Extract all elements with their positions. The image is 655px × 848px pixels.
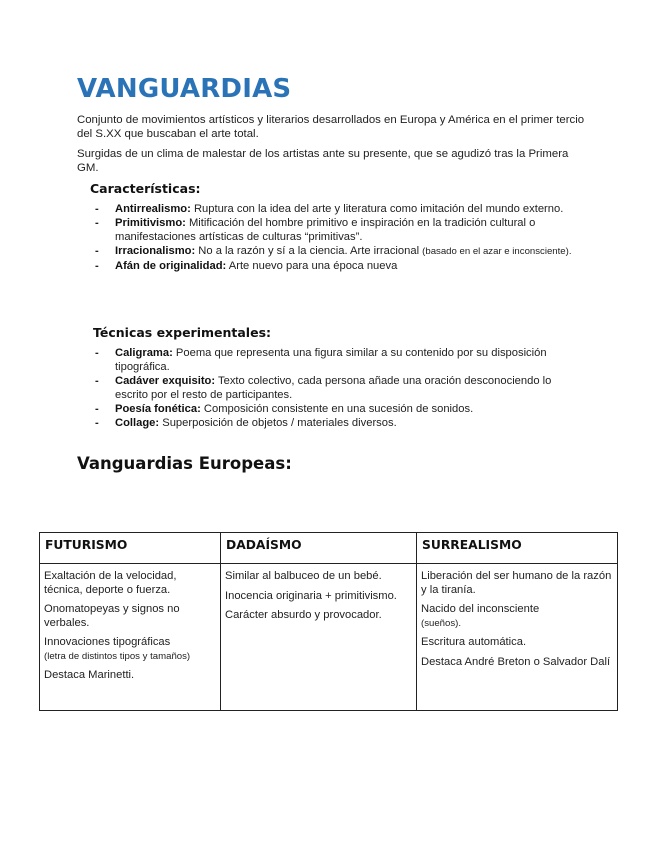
- item-text: Texto colectivo, cada persona añade una oración desconociendo lo escrito por el resto de participantes.: [115, 375, 552, 401]
- item-term: Cadáver exquisito:: [115, 375, 216, 387]
- item-text: No a la razón y sí a la ciencia. Arte irracional: [195, 245, 423, 257]
- table-row: [40, 564, 618, 711]
- dash-bullet: -: [95, 217, 99, 229]
- item-term: Poesía fonética:: [115, 403, 201, 415]
- cell-surrealismo: [417, 564, 618, 711]
- item-text: Superposición de objetos / materiales diversos.: [159, 417, 397, 429]
- item-term: Antirrealismo:: [115, 203, 191, 215]
- cell-dadaismo: [221, 564, 417, 711]
- item-term: Irracionalismo:: [115, 245, 196, 257]
- europeas-heading: Vanguardias Europeas:: [77, 454, 292, 473]
- list-item: [95, 416, 575, 430]
- caracteristicas-list: [95, 202, 575, 273]
- cell-text-group: [421, 603, 613, 630]
- page-title: VANGUARDIAS: [77, 74, 292, 104]
- cell-text: Innovaciones tipográficas: [44, 636, 171, 648]
- caracteristicas-heading: Características:: [90, 181, 201, 196]
- item-term: Afán de originalidad:: [115, 260, 227, 272]
- header-surrealismo: SURREALISMO: [417, 533, 618, 564]
- list-item: [95, 216, 575, 244]
- tecnicas-heading: Técnicas experimentales:: [93, 325, 272, 340]
- dash-bullet: -: [95, 417, 99, 429]
- cell-futurismo: [40, 564, 221, 711]
- list-item: [95, 402, 575, 416]
- item-text: Arte nuevo para una época nueva: [226, 260, 398, 272]
- dash-bullet: -: [95, 403, 99, 415]
- cell-text: Nacido del inconsciente: [421, 603, 540, 615]
- intro-paragraph-2: Surgidas de un clima de malestar de los artistas ante su presente, que se agudizó tras la Primera GM.: [77, 148, 569, 174]
- table-header-row: [40, 533, 618, 564]
- item-text: Mitificación del hombre primitivo e inspiración en la tradición cultural o manifestaciones artísticas de culturas “primitivas”.: [115, 217, 536, 243]
- item-term: Collage:: [115, 417, 160, 429]
- dash-bullet: -: [95, 245, 99, 257]
- intro-paragraph-1: Conjunto de movimientos artísticos y literarios desarrollados en Europa y América en el primer tercio del S.XX que buscaban el arte total.: [77, 114, 585, 140]
- dash-bullet: -: [95, 375, 99, 387]
- cell-text: Exaltación de la velocidad, técnica, deporte o fuerza.: [44, 570, 177, 596]
- item-text: Ruptura con la idea del arte y literatura como imitación del mundo externo.: [190, 203, 564, 215]
- cell-text: Onomatopeyas y signos no verbales.: [44, 603, 180, 629]
- item-term: Primitivismo:: [115, 217, 186, 229]
- item-note: (basado en el azar e inconsciente).: [422, 246, 572, 257]
- vanguardias-table: [39, 532, 618, 711]
- cell-text: Similar al balbuceo de un bebé.: [225, 570, 382, 582]
- list-item: [95, 346, 575, 374]
- cell-text: Inocencia originaria + primitivismo.: [225, 589, 397, 602]
- tecnicas-list: [95, 346, 575, 430]
- dash-bullet: -: [95, 203, 99, 215]
- item-term: Caligrama:: [115, 347, 173, 359]
- cell-note: (letra de distintos tipos y tamaños): [44, 650, 191, 662]
- header-dadaismo: DADAÍSMO: [221, 533, 417, 564]
- list-item: [95, 244, 575, 259]
- cell-text: Liberación del ser humano de la razón y la tiranía.: [421, 570, 612, 596]
- cell-text-group: [44, 636, 216, 663]
- cell-text: Escritura automática.: [421, 636, 527, 648]
- list-item: [95, 374, 575, 402]
- cell-note: (sueños).: [421, 617, 461, 629]
- item-text: Composición consistente en una sucesión de sonidos.: [200, 403, 474, 415]
- cell-text: Destaca André Breton o Salvador Dalí: [421, 655, 611, 668]
- list-item: [95, 202, 575, 216]
- item-text: Poema que representa una figura similar a su contenido por su disposición tipográfica.: [115, 347, 547, 373]
- header-futurismo: FUTURISMO: [40, 533, 221, 564]
- dash-bullet: -: [95, 260, 99, 272]
- cell-text: Carácter absurdo y provocador.: [225, 609, 382, 621]
- list-item: [95, 259, 575, 273]
- cell-text: Destaca Marinetti.: [44, 669, 135, 681]
- dash-bullet: -: [95, 347, 99, 359]
